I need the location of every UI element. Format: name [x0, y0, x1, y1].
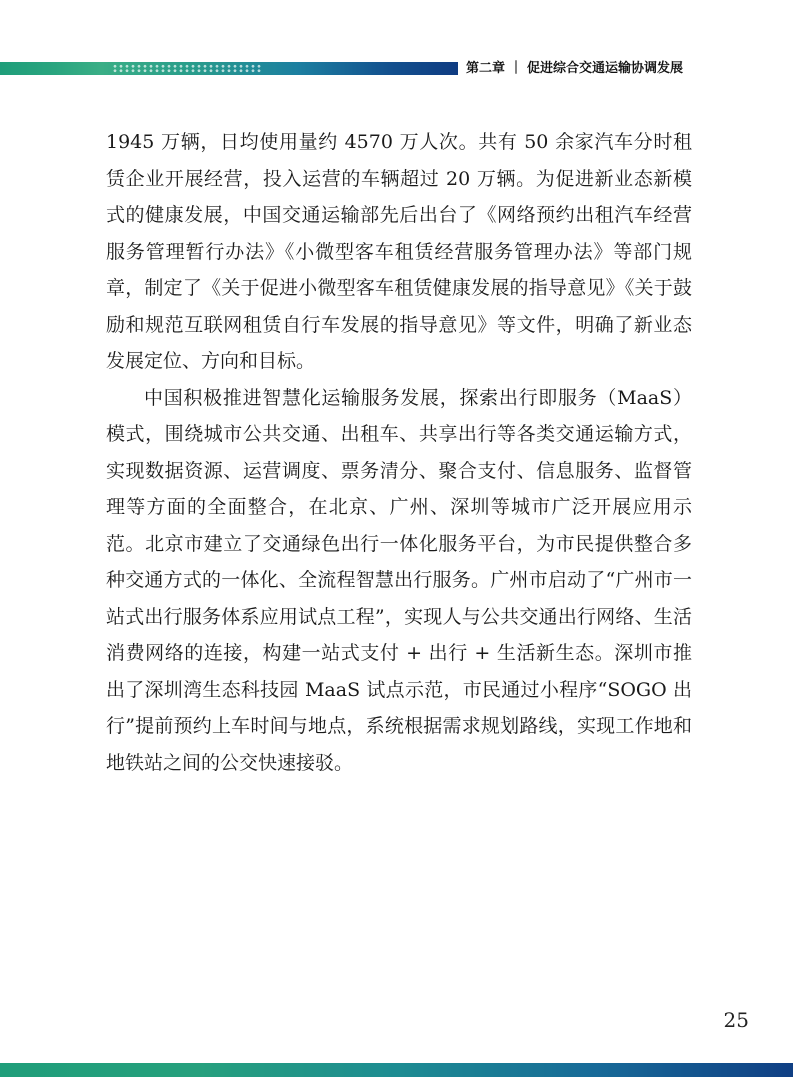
page-number: 25 — [723, 1008, 749, 1032]
paragraph: 1945 万辆，日均使用量约 4570 万人次。共有 50 余家汽车分时租赁企业开展经营，投入运营的车辆超过 20 万辆。为促进新业态新模式的健康发展，中国交通运输部先后出台了《网络预约出租汽车经营服务管理暂行办法》《小微型客车租赁经营服务管理办法》等部门规章，制定了《关于促进小微型客车租赁健康发展的指导意见》《关于鼓励和规范互联网租赁自行车发展的指导意见》等文件，明确了新业态发展定位、方向和目标。 — [106, 131, 692, 372]
header-dot-pattern — [112, 64, 262, 73]
paragraph: 中国积极推进智慧化运输服务发展，探索出行即服务（MaaS）模式，围绕城市公共交通、出租车、共享出行等各类交通运输方式，实现数据资源、运营调度、票务清分、聚合支付、信息服务、监督管理等方面的全面整合，在北京、广州、深圳等城市广泛开展应用示范。北京市建立了交通绿色出行一体化服务平台，为市民提供整合多种交通方式的一体化、全流程智慧出行服务。广州市启动了“广州市一站式出行服务体系应用试点工程”，实现人与公共交通出行网络、生活消费网络的连接，构建一站式支付 + 出行 + 生活新生态。深圳市推出了深圳湾生态科技园 MaaS 试点示范，市民通过小程序“SOGO 出行”提前预约上车时间与地点，系统根据需求规划路线，实现工作地和地铁站之间的公交快速接驳。 — [106, 386, 692, 774]
footer-decor-bar — [0, 1063, 793, 1077]
main-text — [106, 124, 692, 781]
chapter-title: 第二章 ｜ 促进综合交通运输协调发展 — [466, 61, 684, 76]
